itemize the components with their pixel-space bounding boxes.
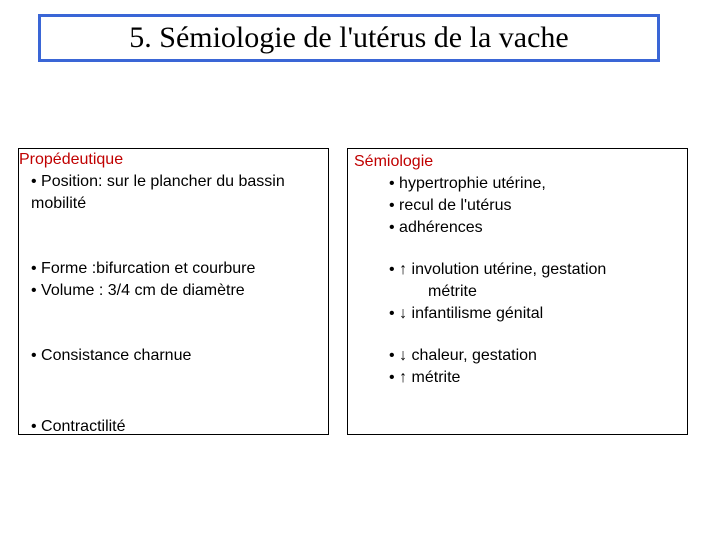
infantilisme-item — [389, 303, 543, 325]
bullet: • — [389, 369, 395, 386]
involution-text: involution utérine, gestation — [411, 261, 607, 278]
propedeutique-heading: Propédeutique — [19, 151, 124, 168]
consistance-item: • Consistance charnue — [31, 347, 192, 364]
hypertrophie-item: • hypertrophie utérine, — [389, 175, 546, 192]
volume-item: • Volume : 3/4 cm de diamètre — [31, 282, 245, 299]
title-box — [38, 14, 660, 62]
down-arrow-icon: ↓ — [399, 347, 408, 364]
infantilisme-text: infantilisme génital — [411, 305, 544, 322]
chaleur-text: chaleur, gestation — [411, 347, 537, 364]
position-item-continued: mobilité — [31, 195, 87, 212]
contractilite-item: • Contractilité — [31, 418, 126, 435]
bullet: • — [389, 347, 395, 364]
metrite-text: métrite — [411, 369, 461, 386]
slide-title: 5. Sémiologie de l'utérus de la vache — [129, 21, 569, 54]
metrite-indent-text: métrite — [428, 283, 477, 300]
up-arrow-icon: ↑ — [399, 369, 408, 386]
position-item: • Position: sur le plancher du bassin — [31, 173, 285, 190]
bullet: • — [389, 305, 395, 322]
involution-item — [389, 259, 606, 281]
propedeutique-panel — [18, 148, 329, 435]
down-arrow-icon: ↓ — [399, 305, 408, 322]
semiologie-panel — [347, 148, 688, 435]
adherences-item: • adhérences — [389, 219, 483, 236]
chaleur-item — [389, 345, 537, 367]
semiologie-heading: Sémiologie — [354, 153, 434, 170]
forme-item: • Forme :bifurcation et courbure — [31, 260, 256, 277]
bullet: • — [389, 261, 395, 278]
metrite-item — [389, 367, 460, 389]
recul-item: • recul de l'utérus — [389, 197, 512, 214]
up-arrow-icon: ↑ — [399, 261, 408, 278]
